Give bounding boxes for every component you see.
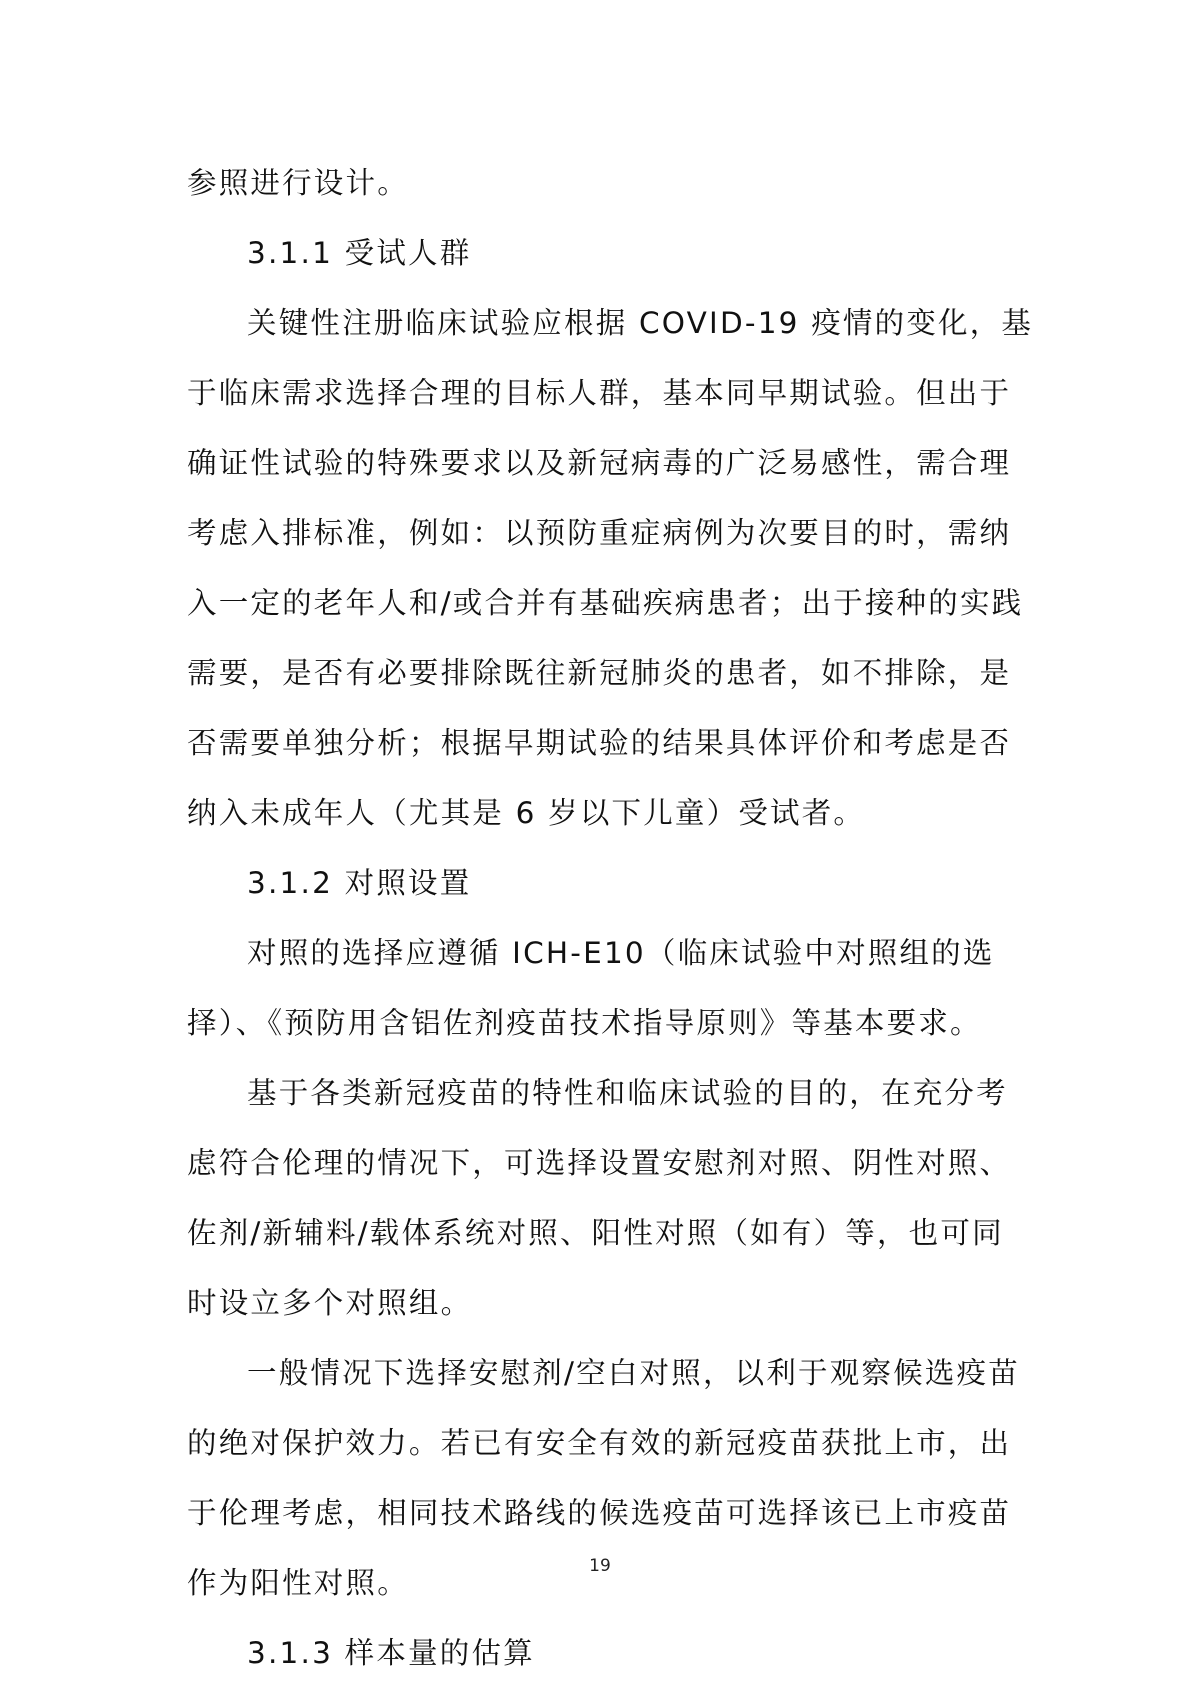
text-line: 纳入未成年人（尤其是 6 岁以下儿童）受试者。 bbox=[187, 796, 866, 830]
text-line: 于临床需求选择合理的目标人群，基本同早期试验。但出于 bbox=[187, 376, 1012, 410]
text-line: 虑符合伦理的情况下，可选择设置安慰剂对照、阴性对照、 bbox=[187, 1146, 1012, 1180]
text-line: 确证性试验的特殊要求以及新冠病毒的广泛易感性，需合理 bbox=[187, 446, 1012, 480]
text-line: 的绝对保护效力。若已有安全有效的新冠疫苗获批上市，出 bbox=[187, 1426, 1012, 1460]
text-line: 3.1.2 对照设置 bbox=[247, 866, 472, 900]
text-line: 入一定的老年人和/或合并有基础疾病患者；出于接种的实践 bbox=[187, 586, 1024, 620]
text-line: 基于各类新冠疫苗的特性和临床试验的目的，在充分考 bbox=[247, 1076, 1008, 1110]
text-line: 于伦理考虑，相同技术路线的候选疫苗可选择该已上市疫苗 bbox=[187, 1496, 1012, 1530]
text-line: 否需要单独分析；根据早期试验的结果具体评价和考虑是否 bbox=[187, 726, 1012, 760]
document-body bbox=[187, 148, 1034, 1688]
text-line: 择）、《预防用含铝佐剂疫苗技术指导原则》等基本要求。 bbox=[187, 1006, 982, 1040]
text-line: 3.1.3 样本量的估算 bbox=[247, 1636, 535, 1670]
text-line: 作为阳性对照。 bbox=[187, 1566, 409, 1600]
text-line: 考虑入排标准，例如：以预防重症病例为次要目的时，需纳 bbox=[187, 516, 1012, 550]
text-line: 需要，是否有必要排除既往新冠肺炎的患者，如不排除，是 bbox=[187, 656, 1012, 690]
text-line: 一般情况下选择安慰剂/空白对照，以利于观察候选疫苗 bbox=[247, 1356, 1020, 1390]
text-line: 佐剂/新辅料/载体系统对照、阳性对照（如有）等，也可同 bbox=[187, 1216, 1004, 1250]
text-line: 对照的选择应遵循 ICH-E10（临床试验中对照组的选 bbox=[247, 936, 995, 970]
text-line: 时设立多个对照组。 bbox=[187, 1286, 473, 1320]
text-line: 参照进行设计。 bbox=[187, 166, 409, 200]
text-line: 3.1.1 受试人群 bbox=[247, 236, 472, 270]
page-number: 19 bbox=[589, 1556, 611, 1576]
text-line: 关键性注册临床试验应根据 COVID-19 疫情的变化，基 bbox=[247, 306, 1034, 340]
